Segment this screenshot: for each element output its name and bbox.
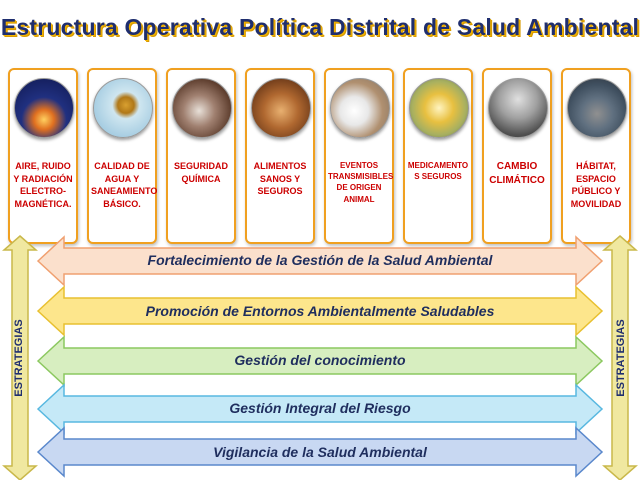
card-label: HÁBITAT, ESPACIO PÚBLICO Y MOVILIDAD (570, 161, 622, 209)
strategy-label: Promoción de Entornos Ambientalmente Saludables (145, 303, 495, 319)
strategy-label: Gestión Integral del Riesgo (229, 400, 411, 416)
strategy-label: Gestión del conocimiento (234, 352, 406, 368)
card-label: CALIDAD DE AGUA Y SANEAMIENTO BÁSICO. (91, 161, 158, 209)
strategy-label: Fortalecimiento de la Gestión de la Salud Ambiental (147, 252, 493, 268)
strategies-label-right: ESTRATEGIAS (615, 319, 627, 397)
card-label: MEDICAMENTO S SEGUROS (407, 161, 469, 182)
card-label: CAMBIO CLIMÁTICO (489, 161, 545, 186)
page-title: Estructura Operativa Política Distrital de Salud Ambiental (0, 14, 640, 40)
card-label: AIRE, RUIDO Y RADIACIÓN ELECTRO-MAGNÉTICA. (13, 161, 73, 209)
strategies-label-left: ESTRATEGIAS (13, 319, 25, 397)
card-label: EVENTOS TRANSMISIBLES DE ORIGEN ANIMAL (328, 161, 394, 204)
card-label: ALIMENTOS SANOS Y SEGUROS (253, 161, 307, 197)
card-label: SEGURIDAD QUÍMICA (173, 161, 228, 184)
strategy-label: Vigilancia de la Salud Ambiental (213, 444, 427, 460)
